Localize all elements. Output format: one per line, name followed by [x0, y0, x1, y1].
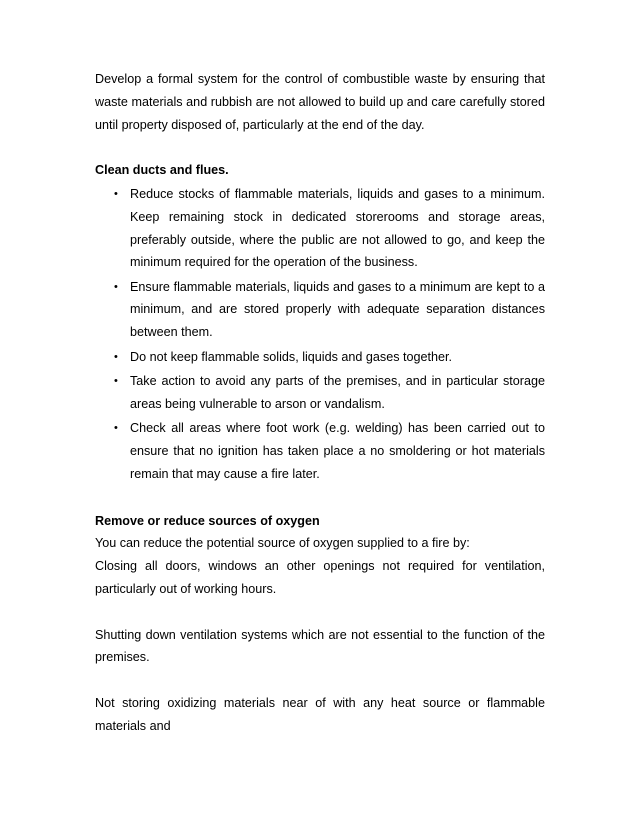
section-lead: You can reduce the potential source of oxygen supplied to a fire by:: [95, 536, 470, 551]
bullet-icon: •: [114, 187, 118, 200]
list-item: [95, 417, 545, 485]
bullet-text: Do not keep flammable solids, liquids and gases together.: [130, 349, 453, 364]
bullet-text: Reduce stocks of flammable materials, liquids and gases to a minimum. Keep remaining stock in dedicated storerooms and storage areas, preferably outside, where the public are not allowed to go, and keep the minimum required for the operation of the business.: [130, 186, 545, 270]
section-heading-clean-ducts: Clean ducts and flues.: [95, 163, 229, 178]
document-page: [95, 68, 545, 738]
bullet-text: Ensure flammable materials, liquids and gases to a minimum are kept to a minimum, and are stored properly with adequate separation distances between them.: [130, 279, 545, 340]
list-item: [95, 183, 545, 274]
list-item: [95, 276, 545, 344]
bullet-text: Take action to avoid any parts of the premises, and in particular storage areas being vulnerable to arson or vandalism.: [130, 373, 545, 411]
bullet-text: Check all areas where foot work (e.g. welding) has been carried out to ensure that no ignition has taken place a no smoldering or hot materials remain that may cause a fire later.: [130, 420, 545, 481]
paragraph-closing-doors: Closing all doors, windows an other openings not required for ventilation, particularly out of working hours.: [95, 559, 545, 597]
spacer: [95, 136, 545, 159]
spacer: [95, 669, 545, 692]
bullet-icon: •: [114, 374, 118, 387]
bullet-list: [95, 183, 545, 485]
paragraph-oxidizing: Not storing oxidizing materials near of with any heat source or flammable materials and: [95, 696, 545, 733]
paragraph-ventilation: Shutting down ventilation systems which are not essential to the function of the premises.: [95, 627, 545, 665]
list-item: [95, 370, 545, 416]
spacer: [95, 487, 545, 510]
intro-paragraph: Develop a formal system for the control of combustible waste by ensuring that waste materials and rubbish are not allowed to build up and care carefully stored until property disposed of, particularly at the end of the day.: [95, 72, 545, 132]
bullet-icon: •: [114, 350, 118, 363]
bullet-icon: •: [114, 421, 118, 434]
spacer: [95, 601, 545, 624]
section-heading-oxygen: Remove or reduce sources of oxygen: [95, 513, 320, 528]
list-item: [95, 346, 545, 369]
bullet-icon: •: [114, 280, 118, 293]
